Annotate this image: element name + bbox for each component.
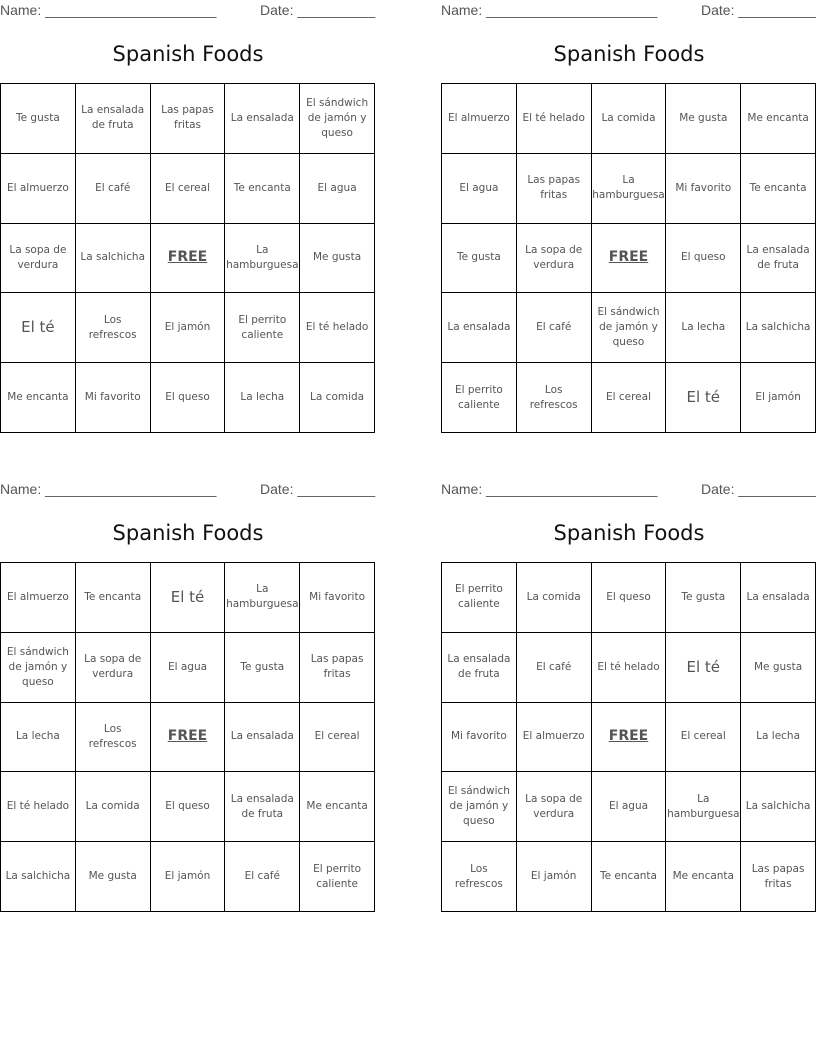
bingo-card-4: [441, 479, 816, 911]
name-field-label: Name: ______________________: [0, 2, 217, 18]
bingo-cell: Los refrescos: [517, 363, 592, 433]
bingo-cell: El sándwich de jamón y queso: [300, 84, 375, 154]
bingo-cell: Te gusta: [666, 563, 741, 633]
bingo-cell: El agua: [592, 772, 667, 842]
bingo-cell: La ensalada de fruta: [442, 633, 517, 703]
bingo-grid: [0, 562, 375, 912]
free-space: FREE: [151, 224, 226, 294]
bingo-cell: Me gusta: [76, 842, 151, 912]
bingo-cell: Mi favorito: [442, 703, 517, 773]
bingo-cell: La sopa de verdura: [517, 224, 592, 294]
bingo-cell: Te gusta: [225, 633, 300, 703]
bingo-cell: La hamburguesa: [666, 772, 741, 842]
bingo-cell: La hamburguesa: [225, 224, 300, 294]
free-space: FREE: [592, 703, 667, 773]
bingo-cell: Mi favorito: [76, 363, 151, 433]
bingo-cell: Mi favorito: [666, 154, 741, 224]
name-date-line: [441, 481, 816, 499]
name-date-line: [0, 2, 376, 20]
bingo-cell: La hamburguesa: [225, 563, 300, 633]
name-field-label: Name: ______________________: [441, 2, 658, 18]
bingo-cell: El jamón: [517, 842, 592, 912]
bingo-cell: El almuerzo: [442, 84, 517, 154]
bingo-cell: Me gusta: [300, 224, 375, 294]
bingo-cell: La sopa de verdura: [1, 224, 76, 294]
name-field-label: Name: ______________________: [441, 481, 658, 497]
bingo-cell: La sopa de verdura: [76, 633, 151, 703]
bingo-cell: Te encanta: [76, 563, 151, 633]
bingo-cell: El perrito caliente: [225, 293, 300, 363]
bingo-grid: [441, 562, 816, 912]
bingo-cell: La sopa de verdura: [517, 772, 592, 842]
bingo-cell: La ensalada de fruta: [741, 224, 816, 294]
date-field-label: Date: __________: [260, 2, 376, 18]
bingo-cell: La comida: [517, 563, 592, 633]
bingo-cell: El café: [225, 842, 300, 912]
free-space: FREE: [151, 703, 226, 773]
bingo-cell: Me encanta: [741, 84, 816, 154]
bingo-cell: El té helado: [517, 84, 592, 154]
date-field-label: Date: __________: [260, 481, 376, 497]
date-field-label: Date: __________: [701, 481, 816, 497]
bingo-cell: El cereal: [666, 703, 741, 773]
bingo-cell: El jamón: [741, 363, 816, 433]
bingo-cell: Las papas fritas: [741, 842, 816, 912]
bingo-cell: La lecha: [741, 703, 816, 773]
bingo-cell: El almuerzo: [517, 703, 592, 773]
bingo-cell: Las papas fritas: [300, 633, 375, 703]
bingo-cell: La lecha: [1, 703, 76, 773]
bingo-grid: [0, 83, 375, 433]
bingo-cell: La hamburguesa: [592, 154, 667, 224]
bingo-cell: El té: [151, 563, 226, 633]
bingo-card-1: [0, 0, 376, 432]
bingo-cell: El cereal: [300, 703, 375, 773]
bingo-cell: El jamón: [151, 842, 226, 912]
bingo-cell: El agua: [442, 154, 517, 224]
bingo-cell: El cereal: [151, 154, 226, 224]
bingo-cell: El café: [517, 293, 592, 363]
card-title: Spanish Foods: [112, 42, 264, 66]
bingo-cell: La comida: [300, 363, 375, 433]
bingo-cell: La lecha: [666, 293, 741, 363]
bingo-cell: Te gusta: [442, 224, 517, 294]
bingo-cell: Te gusta: [1, 84, 76, 154]
bingo-cell: Me encanta: [300, 772, 375, 842]
bingo-card-2: [441, 0, 816, 432]
bingo-cell: La salchicha: [741, 293, 816, 363]
bingo-cell: La salchicha: [76, 224, 151, 294]
bingo-cell: La ensalada: [225, 703, 300, 773]
name-date-line: [0, 481, 376, 499]
bingo-cell: Mi favorito: [300, 563, 375, 633]
bingo-cell: Me encanta: [1, 363, 76, 433]
bingo-cell: El té: [666, 363, 741, 433]
bingo-cell: El jamón: [151, 293, 226, 363]
bingo-cell: El sándwich de jamón y queso: [592, 293, 667, 363]
bingo-cell: El perrito caliente: [300, 842, 375, 912]
bingo-cell: El cereal: [592, 363, 667, 433]
bingo-cell: Me gusta: [741, 633, 816, 703]
bingo-card-3: [0, 479, 376, 911]
bingo-cell: La lecha: [225, 363, 300, 433]
bingo-cell: El té helado: [300, 293, 375, 363]
bingo-cell: El agua: [151, 633, 226, 703]
bingo-cell: El queso: [592, 563, 667, 633]
name-field-label: Name: ______________________: [0, 481, 217, 497]
bingo-cell: El queso: [151, 363, 226, 433]
bingo-cell: La salchicha: [1, 842, 76, 912]
bingo-cell: El perrito caliente: [442, 363, 517, 433]
card-title: Spanish Foods: [553, 521, 705, 545]
bingo-cell: Las papas fritas: [517, 154, 592, 224]
bingo-cell: La comida: [76, 772, 151, 842]
date-field-label: Date: __________: [701, 2, 816, 18]
bingo-cell: Te encanta: [741, 154, 816, 224]
bingo-grid: [441, 83, 816, 433]
bingo-cell: La ensalada: [442, 293, 517, 363]
bingo-cell: La ensalada de fruta: [76, 84, 151, 154]
bingo-cell: El té: [666, 633, 741, 703]
bingo-cell: Te encanta: [225, 154, 300, 224]
bingo-cell: El almuerzo: [1, 563, 76, 633]
bingo-cell: El queso: [151, 772, 226, 842]
bingo-cell: El té helado: [1, 772, 76, 842]
bingo-cell: Las papas fritas: [151, 84, 226, 154]
bingo-cell: La comida: [592, 84, 667, 154]
name-date-line: [441, 2, 816, 20]
bingo-cell: El sándwich de jamón y queso: [442, 772, 517, 842]
bingo-cell: El café: [517, 633, 592, 703]
bingo-cell: El perrito caliente: [442, 563, 517, 633]
bingo-cell: Los refrescos: [76, 293, 151, 363]
bingo-cell: El té: [1, 293, 76, 363]
bingo-cell: Te encanta: [592, 842, 667, 912]
bingo-cell: El té helado: [592, 633, 667, 703]
bingo-cell: El queso: [666, 224, 741, 294]
bingo-cell: La ensalada de fruta: [225, 772, 300, 842]
bingo-cell: Me encanta: [666, 842, 741, 912]
bingo-cell: La ensalada: [741, 563, 816, 633]
bingo-cell: Los refrescos: [442, 842, 517, 912]
card-title: Spanish Foods: [112, 521, 264, 545]
bingo-cell: Me gusta: [666, 84, 741, 154]
bingo-cell: El sándwich de jamón y queso: [1, 633, 76, 703]
card-title: Spanish Foods: [553, 42, 705, 66]
bingo-cell: Los refrescos: [76, 703, 151, 773]
bingo-cell: El almuerzo: [1, 154, 76, 224]
bingo-cell: El café: [76, 154, 151, 224]
bingo-cell: El agua: [300, 154, 375, 224]
bingo-cell: La salchicha: [741, 772, 816, 842]
bingo-cell: La ensalada: [225, 84, 300, 154]
free-space: FREE: [592, 224, 667, 294]
